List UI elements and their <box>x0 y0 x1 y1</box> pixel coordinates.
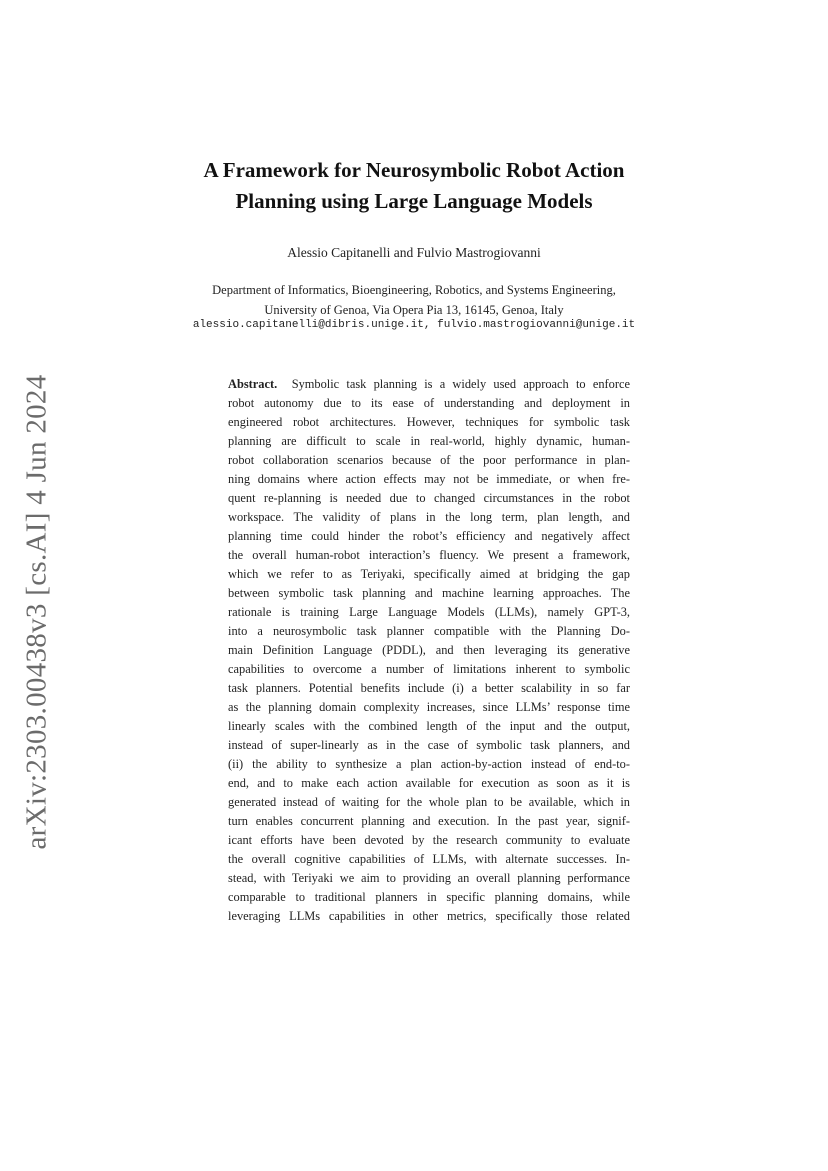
abstract-line: rationale is training Large Language Models (LLMs), namely GPT-3, <box>228 605 630 619</box>
abstract-line: as the planning domain complexity increases, since LLMs’ response time <box>228 700 630 714</box>
affiliation <box>0 280 828 320</box>
arxiv-identifier-stamp: arXiv:2303.00438v3 [cs.AI] 4 Jun 2024 <box>20 374 53 850</box>
abstract-line: instead of super-linearly as in the case of symbolic task planners, and <box>228 738 630 752</box>
abstract-line: the overall cognitive capabilities of LLMs, with alternate successes. In- <box>228 852 630 866</box>
abstract-line: engineered robot architectures. However, techniques for symbolic task <box>228 415 630 429</box>
author-list: Alessio Capitanelli and Fulvio Mastrogiovanni <box>287 245 541 260</box>
abstract-heading: Abstract. <box>228 377 278 391</box>
abstract-line: turn enables concurrent planning and execution. In the past year, signif- <box>228 814 630 828</box>
abstract-line: main Definition Language (PDDL), and then leveraging its generative <box>228 643 630 657</box>
abstract-line: capabilities to overcome a number of limitations inherent to symbolic <box>228 662 630 676</box>
abstract-line: (ii) the ability to synthesize a plan action-by-action instead of end-to- <box>228 757 630 771</box>
abstract-line: the overall human-robot interaction’s fluency. We present a framework, <box>228 548 630 562</box>
abstract-line: between symbolic task planning and machine learning approaches. The <box>228 586 630 600</box>
abstract-line: ning domains where action effects may not be immediate, or when fre- <box>228 472 630 486</box>
abstract <box>228 375 630 926</box>
abstract-line: comparable to traditional planners in specific planning domains, while <box>228 890 630 904</box>
abstract-line: leveraging LLMs capabilities in other metrics, specifically those related <box>228 909 630 923</box>
abstract-first-line-text: Symbolic task planning is a widely used approach to enforce <box>291 377 630 391</box>
paper-title <box>0 155 828 217</box>
affiliation-line-2: University of Genoa, Via Opera Pia 13, 16145, Genoa, Italy <box>264 303 564 317</box>
abstract-line: stead, with Teriyaki we aim to providing an overall planning performance <box>228 871 630 885</box>
abstract-line: workspace. The validity of plans in the long term, plan length, and <box>228 510 630 524</box>
abstract-line: task planners. Potential benefits include (i) a better scalability in so far <box>228 681 630 695</box>
title-line-2: Planning using Large Language Models <box>235 189 593 213</box>
abstract-line: end, and to make each action available for execution as soon as it is <box>228 776 630 790</box>
abstract-line: robot collaboration scenarios because of the poor performance in plan- <box>228 453 630 467</box>
affiliation-line-1: Department of Informatics, Bioengineering, Robotics, and Systems Engineering, <box>212 283 616 297</box>
abstract-line: linearly scales with the combined length of the input and the output, <box>228 719 630 733</box>
abstract-line <box>228 375 630 394</box>
abstract-line: planning time could hinder the robot’s efficiency and negatively affect <box>228 529 630 543</box>
abstract-line: quent re-planning is needed due to changed circumstances in the robot <box>228 491 630 505</box>
abstract-line: robot autonomy due to its ease of understanding and deployment in <box>228 396 630 410</box>
title-line-1: A Framework for Neurosymbolic Robot Action <box>203 158 625 182</box>
abstract-line: icant efforts have been devoted by the research community to evaluate <box>228 833 630 847</box>
abstract-line: into a neurosymbolic task planner compatible with the Planning Do- <box>228 624 630 638</box>
abstract-line: generated instead of waiting for the whole plan to be available, which in <box>228 795 630 809</box>
abstract-line: which we refer to as Teriyaki, specifically aimed at bridging the gap <box>228 567 630 581</box>
abstract-line: planning are difficult to scale in real-world, highly dynamic, human- <box>228 434 630 448</box>
author-emails: alessio.capitanelli@dibris.unige.it, fulvio.mastrogiovanni@unige.it <box>192 319 636 331</box>
